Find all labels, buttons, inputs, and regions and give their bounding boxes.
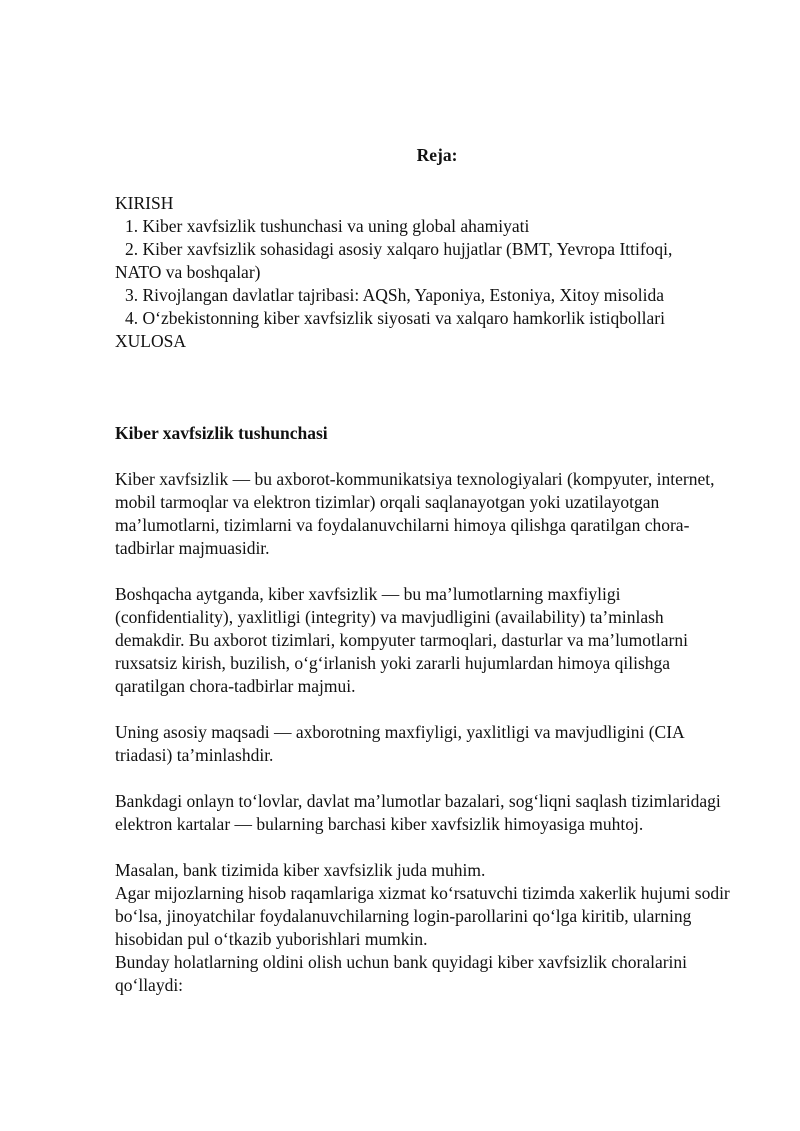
example-line-2: Agar mijozlarning hisob raqamlariga xizmat ko‘rsatuvchi tizimda xakerlik hujumi sodir bo‘lsa, jinoyatchilar foydalanuvchilarning login-parollarini qo‘lga kiritib, ularning hisobidan pul o‘tkazib yuborishlari mumkin. <box>115 883 730 949</box>
paragraph-cia: Boshqacha aytganda, kiber xavfsizlik — bu ma’lumotlarning maxfiyligi (confidentiality), yaxlitligi (integrity) va mavjudligini (availability) ta’minlash demakdir. Bu axborot tizimlari, kompyuter tarmoqlari, dasturlar va ma’lumotlarni ruxsatsiz kirish, buzilish, o‘g‘irlanish yoki zararli hujumlardan himoya qilishga qaratilgan chora-tadbirlar majmui. <box>115 584 688 696</box>
plan-item-text: Kiber xavfsizlik tushunchasi va uning global ahamiyati <box>142 216 530 236</box>
plan-item-2 <box>115 238 735 284</box>
plan-item-4 <box>115 307 735 330</box>
plan-item-text: O‘zbekistonning kiber xavfsizlik siyosati va xalqaro hamkorlik istiqbollari <box>142 308 665 328</box>
example-line-1: Masalan, bank tizimida kiber xavfsizlik juda muhim. <box>115 860 486 880</box>
paragraph-goal: Uning asosiy maqsadi — axborotning maxfiyligi, yaxlitligi va mavjudligini (CIA triadasi) ta’minlashdir. <box>115 722 684 765</box>
plan-outro: XULOSA <box>115 331 186 351</box>
plan-item-number: 3. <box>125 285 139 305</box>
plan-item-text: Rivojlangan davlatlar tajribasi: AQSh, Yaponiya, Estoniya, Xitoy misolida <box>142 285 665 305</box>
example-line-3: Bunday holatlarning oldini olish uchun bank quyidagi kiber xavfsizlik choralarini qo‘llaydi: <box>115 952 688 995</box>
plan-item-continuation: NATO va boshqalar) <box>115 262 261 282</box>
paragraph-definition: Kiber xavfsizlik — bu axborot-kommunikatsiya texnologiyalari (kompyuter, internet, mobil tarmoqlar va elektron tizimlar) orqali saqlanayotgan yoki uzatilayotgan ma’lumotlarni, tizimlarni va foydalanuvchilarni himoya qilishga qaratilgan chora-tadbirlar majmuasidir. <box>115 469 715 558</box>
document-page <box>115 144 735 997</box>
plan-title: Reja: <box>416 145 458 165</box>
section-heading: Kiber xavfsizlik tushunchasi <box>115 423 328 443</box>
plan-item-number: 4. <box>125 308 139 328</box>
plan-item-text: Kiber xavfsizlik sohasidagi asosiy xalqaro hujjatlar (BMT, Yevropa Ittifoqi, <box>142 239 673 259</box>
plan-item-number: 2. <box>125 239 139 259</box>
paragraph-examples: Bankdagi onlayn to‘lovlar, davlat ma’lumotlar bazalari, sog‘liqni saqlash tizimlaridagi elektron kartalar — bularning barchasi kiber xavfsizlik himoyasiga muhtoj. <box>115 791 721 834</box>
plan-intro: KIRISH <box>115 193 174 213</box>
plan-item-1 <box>115 215 735 238</box>
plan-item-3 <box>115 284 735 307</box>
plan-item-number: 1. <box>125 216 139 236</box>
